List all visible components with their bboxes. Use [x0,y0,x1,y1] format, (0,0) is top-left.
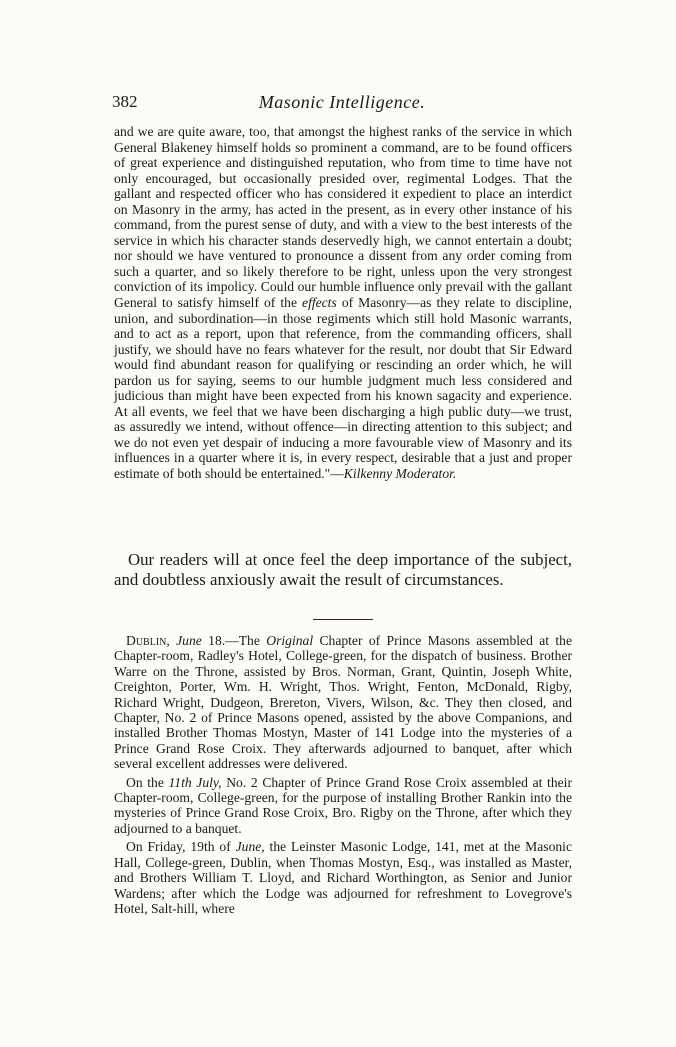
news-dateline-month: June [176,633,202,648]
news-paragraph-2-body: No. 2 Chapter of Prince Grand Rose Croix assembled at their Chapter-room, College-green, for the purpose of installing Brother Rankin into the mysteries of Prince Grand Rose Croix, Bro. Rigby on the Throne, after which they adjourned to a banquet. [114,774,572,836]
news-paragraph-3-body: the Leinster Masonic Lodge, 141, met at the Masonic Hall, College-green, Dublin, when Thomas Mostyn, Esq., was installed as Master, and Brothers William T. Lloyd, and Richard Worthington, as Senior and Junior Wardens; after which the Lodge was adjourned for refreshment to Lovegrove's Hotel, Salt-hill, where [114,839,572,916]
news-paragraph-june [114,839,572,916]
news-paragraph-3-lead: On Friday, 19th of [126,839,231,855]
news-paragraph-1-body: Chapter of Prince Masons assembled at the Chapter-room, Radley's Hotel, College-green, for the dispatch of business. Brother Warre on the Throne, assisted by Bros. Norman, Grant, Quintin, Joseph White, Creighton, Porter, Wm. H. Wright, Thos. Wright, Fenton, McDonald, Rigby, Richard Wright, Dudgeon, Brereton, Vivers, Wilson, &c. They then closed, and Chapter, No. 2 of Prince Masons opened, assisted by the above Companions, and installed Brother Thomas Mostyn, Master of 141 Lodge into the mysteries of a Prince Grand Rose Croix. They afterwards adjourned to banquet, after which several excellent addresses were delivered. [114,633,572,772]
quoted-paragraph [114,124,572,482]
section-divider [313,619,373,620]
news-paragraph-dublin [114,633,572,772]
news-dateline-place: Dublin, [126,633,170,648]
news-paragraph-2-lead: On the [126,774,164,790]
page-number: 382 [112,92,138,111]
news-paragraph-3-date: June, [235,839,265,855]
quote-text-part-1: and we are quite aware, too, that amongst the highest ranks of the service in which General Blakeney himself holds so prominent a command, are to be found officers of great experience and distinguished reputation, who from time to time have not only encouraged, but occasionally presided over, regimental Lodges. That the gallant and respected officer who has considered it expedient to place an interdict on Masonry in the army, has acted in the present, as in every other instance of his command, from the purest sense of duty, and with a view to the best interests of the service in which his character stands deservedly high, we cannot entertain a doubt; nor should we have ventured to pronounce a dissent from any order coming from such a quarter, and so likely therefore to be right, unless upon the very strongest conviction of its impolicy. Could our humble influence only prevail with the gallant General to satisfy himself of the [114,124,572,311]
news-original-chapter: Original [266,633,314,648]
quoted-article [114,124,572,482]
quote-source: Kilkenny Moderator. [343,466,457,482]
editorial-comment [114,550,572,589]
news-dateline-day: 18.—The [208,633,260,648]
news-paragraph-july [114,775,572,837]
running-title: Masonic Intelligence. [258,92,426,112]
editorial-comment-text: Our readers will at once feel the deep importance of the subject, and doubtless anxiously await the result of circumstances. [114,550,572,589]
news-section [114,633,572,919]
news-paragraph-2-date: 11th July, [168,774,222,790]
quote-emphasis-effects: effects [302,295,337,311]
quote-text-part-2: of Masonry—as they relate to discipline, union, and subordination—in those regiments which still hold Masonic warrants, and to act as a report, upon that reference, from the commanding officers, shall justify, we should have no fears whatever for the result, nor doubt that Sir Edward would find abundant reason for qualifying or rescinding an order which, he will pardon us for saying, seems to our humble judgment much less considered and judicious than might have been expected from his known sagacity and experience. At all events, we feel that we have been discharging a high public duty—we trust, as assuredly we intend, without offence—in directing attention to this subject; and we do not even yet despair of inducing a more favourable view of Masonry and its influences in a quarter where it is, in every respect, desirable that a just and proper estimate of both should be entertained."— [114,295,572,482]
page-header [112,92,572,116]
